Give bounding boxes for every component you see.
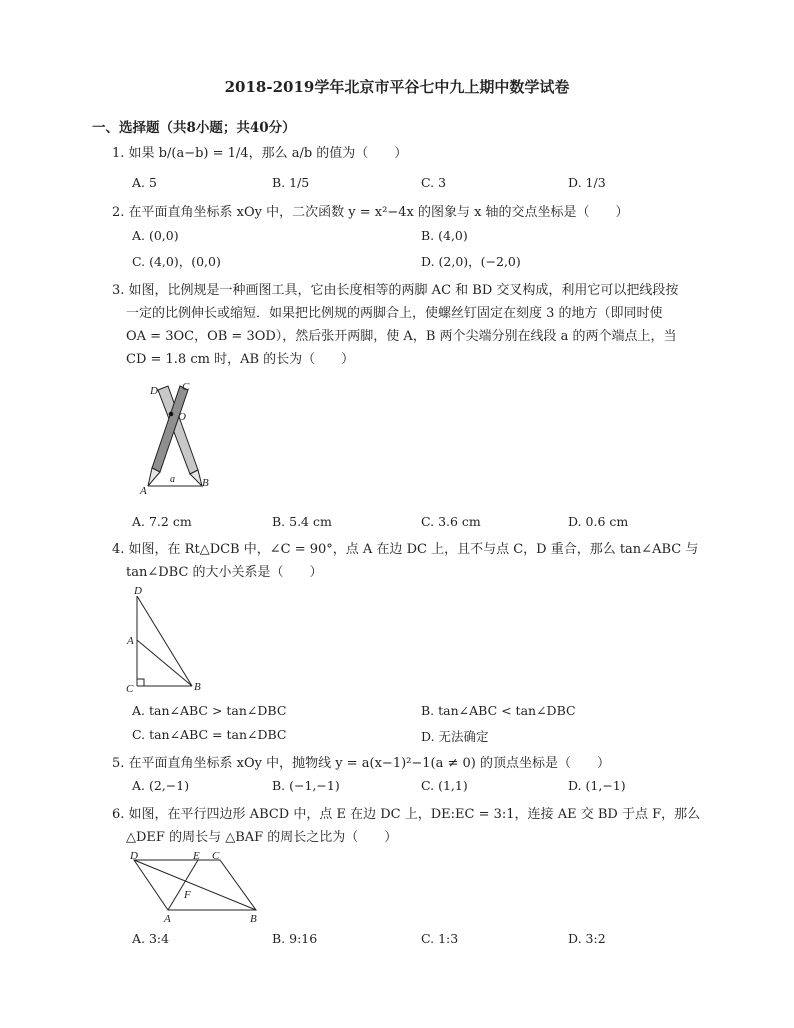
q4-option-b: B. tan∠ABC < tan∠DBC [421,703,576,718]
q5-option-d: D. (1,−1) [568,778,626,793]
label-a: A [140,485,147,496]
question-number: 1. [112,146,125,161]
q6-option-a: A. 3:4 [132,931,170,946]
question-text-line: △DEF 的周长与 △BAF 的周长之比为（ ） [126,830,398,845]
question-number: 5. [112,756,125,771]
question-text-line: 如图，比例规是一种画图工具，它由长度相等的两脚 AC 和 BD 交叉构成，利用它可以把线段按 [128,283,679,298]
q2-option-a: A. (0,0) [132,228,179,243]
q5-option-b: B. (−1,−1) [272,778,340,793]
q3-option-c: C. 3.6 cm [421,514,481,529]
question-text-line: 一定的比例伸长或缩短．如果把比例规的两脚合上，使螺丝钉固定在刻度 3 的地方（即同时使 [126,306,663,321]
question-number: 2. [112,205,125,220]
label-a-segment: a [170,474,175,485]
question-1 [112,142,407,165]
question-text-line: 如图，在平行四边形 ABCD 中，点 E 在边 DC 上，DE:EC = 3:1，连接 AE 交 BD 于点 F，那么 [128,807,701,822]
label-a: A [164,913,171,924]
question-text-line: 如图，在 Rt△DCB 中，∠C = 90°，点 A 在边 DC 上，且不与点 C，D 重合，那么 tan∠ABC 与 [128,542,699,557]
label-a: A [127,635,134,647]
q4-option-c: C. tan∠ABC = tan∠DBC [132,727,287,742]
q2-option-d: D. (2,0)，(−2,0) [421,254,521,269]
label-c: C [212,850,220,862]
q6-option-c: C. 1:3 [421,931,459,946]
question-text-line: OA = 3OC，OB = 3OD），然后张开两脚，使 A，B 两个尖端分别在线段 a 的两个端点上，当 [126,329,677,344]
question-text: 如果 b/(a−b) = 1/4，那么 a/b 的值为（ ） [128,146,408,161]
label-f: F [184,889,191,901]
q1-option-a: A. 5 [132,175,157,190]
question-5 [112,752,610,775]
question-text-line: CD = 1.8 cm 时，AB 的长为（ ） [126,352,355,367]
question-2 [112,201,629,224]
label-b: B [202,477,209,489]
q1-option-b: B. 1/5 [272,175,310,190]
question-text: 在平面直角坐标系 xOy 中，二次函数 y = x²−4x 的图象与 x 轴的交点坐标是（ ） [128,205,629,220]
q4-option-d: D. 无法确定 [421,729,489,744]
section-heading: 一、选择题（共8小题；共40分） [92,120,296,136]
label-b: B [194,681,201,693]
q3-option-d: D. 0.6 cm [568,514,629,529]
proportional-compass-figure [138,378,218,496]
label-b: B [250,913,257,924]
label-c: C [182,381,190,393]
q3-option-b: B. 5.4 cm [272,514,332,529]
right-triangle-figure [124,582,214,696]
q1-option-c: C. 3 [421,175,447,190]
q3-option-a: A. 7.2 cm [132,514,192,529]
q5-option-c: C. (1,1) [421,778,468,793]
label-d: D [150,385,158,397]
question-text-line: tan∠DBC 的大小关系是（ ） [126,565,323,580]
question-6 [112,803,700,826]
q5-option-a: A. (2,−1) [132,778,190,793]
question-3 [112,279,678,302]
label-d: D [134,585,142,597]
label-c: C [126,683,134,695]
page-title: 2018-2019学年北京市平谷七中九上期中数学试卷 [224,78,570,96]
question-number: 6. [112,807,125,822]
label-d: D [130,850,138,862]
q1-option-d: D. 1/3 [568,175,606,190]
label-e: E [193,850,200,862]
q2-option-b: B. (4,0) [421,228,468,243]
question-4 [112,538,698,561]
label-o: O [178,411,186,423]
question-number: 3. [112,283,125,298]
question-text: 在平面直角坐标系 xOy 中，抛物线 y = a(x−1)²−1(a ≠ 0) 的顶点坐标是（ ） [128,756,610,771]
q4-option-a: A. tan∠ABC > tan∠DBC [132,703,287,718]
q6-option-b: B. 9:16 [272,931,318,946]
q6-option-d: D. 3:2 [568,931,606,946]
q2-option-c: C. (4,0)，(0,0) [132,254,221,269]
parallelogram-figure [124,848,268,924]
question-number: 4. [112,542,125,557]
